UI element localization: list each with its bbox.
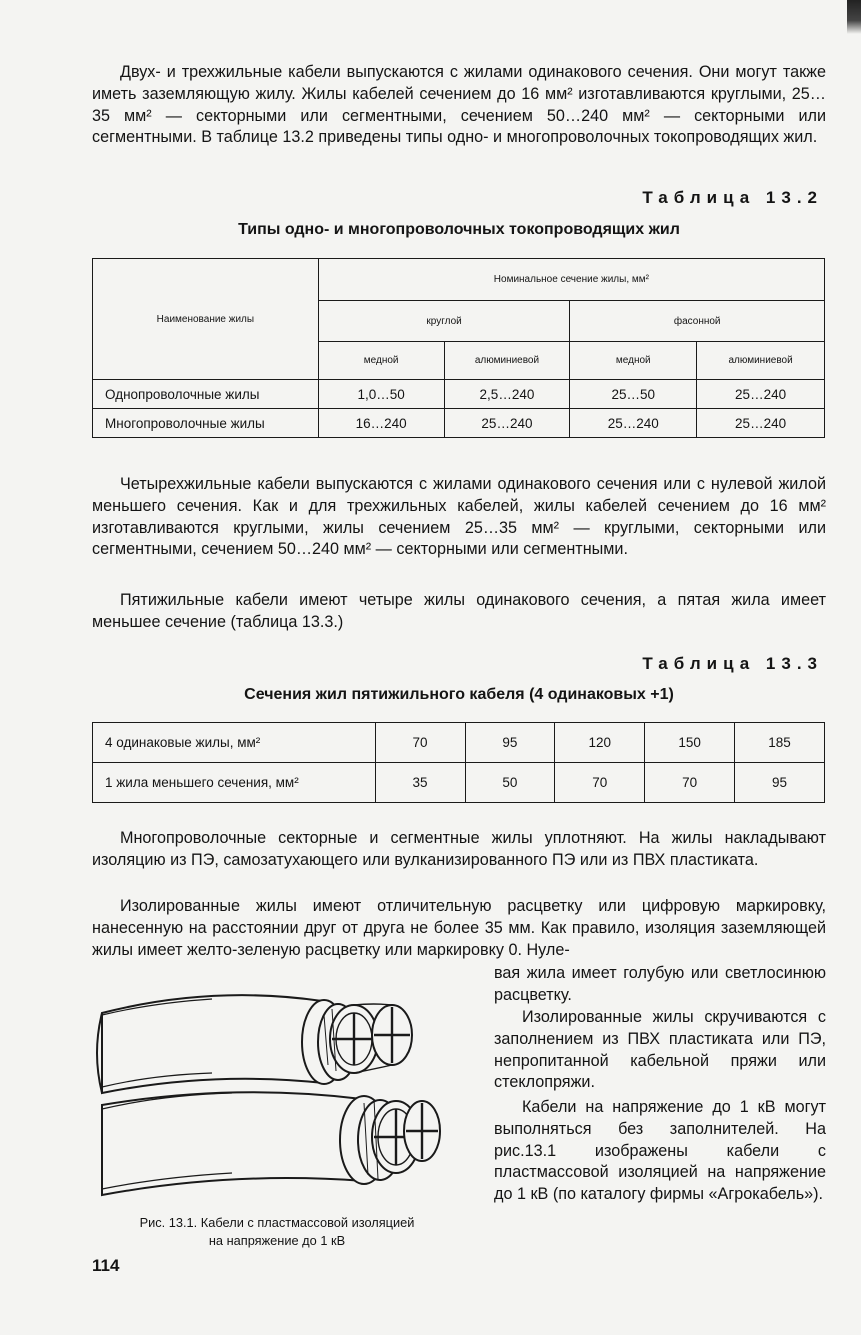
table-row xyxy=(93,723,825,763)
cable-illustration xyxy=(92,975,462,1210)
table-cell: 25…240 xyxy=(570,409,697,438)
table-cell: 25…240 xyxy=(444,409,570,438)
table-13-2-label: Таблица 13.2 xyxy=(642,188,823,207)
page-number: 114 xyxy=(92,1256,120,1275)
table-row xyxy=(93,380,825,409)
table-cell: 25…50 xyxy=(570,380,697,409)
table-cell: 120 xyxy=(555,723,645,763)
page-corner-shadow xyxy=(847,0,861,34)
table-cell: 2,5…240 xyxy=(444,380,570,409)
figure-caption-line-2: на напряжение до 1 кВ xyxy=(208,1233,346,1248)
table-13-2 xyxy=(92,258,825,438)
header-nominal-section: Номинальное сечение жилы, мм² xyxy=(318,259,824,301)
table-cell: 70 xyxy=(555,763,645,803)
header-core-name: Наименование жилы xyxy=(93,259,319,380)
paragraph-cables-1kv: Кабели на напряжение до 1 кВ могут выполняться без заполнителей. На рис.13.1 изображены кабели с пластмассовой изоляцией на напряжение до 1 кВ (по каталогу фирмы «Агрокабель»). xyxy=(494,1098,826,1204)
subheader-aluminum: алюминиевой xyxy=(697,342,825,380)
subheader-copper: медной xyxy=(318,342,444,380)
table-cell: 70 xyxy=(375,723,465,763)
header-shaped: фасонной xyxy=(570,301,825,342)
paragraph-four-core: Четырехжильные кабели выпускаются с жилами одинакового сечения или с нулевой жилой меньшего сечения. Как и для трехжильных кабелей, жилы кабелей сечением до 16 мм² изготавливаются круглыми, жилы сечением 25…35 мм² — круглыми, секторными или сегментными, сечением 50…240 мм² — секторными или сегментными. xyxy=(92,475,826,559)
table-cell: 95 xyxy=(735,763,825,803)
table-cell: 70 xyxy=(645,763,735,803)
table-cell: 25…240 xyxy=(697,409,825,438)
figure-caption-line-1: Рис. 13.1. Кабели с пластмассовой изоляцией xyxy=(139,1215,415,1230)
table-13-2-title: Типы одно- и многопроволочных токопроводящих жил xyxy=(238,221,680,238)
table-row xyxy=(93,409,825,438)
row-label: 1 жила меньшего сечения, мм² xyxy=(93,763,376,803)
table-cell: 50 xyxy=(465,763,555,803)
paragraph-stranded-cores: Многопроволочные секторные и сегментные жилы уплотняют. На жилы накладывают изоляцию из ПЭ, самозатухающего или вулканизированного ПЭ или из ПВХ пластиката. xyxy=(92,829,826,869)
header-round: круглой xyxy=(318,301,570,342)
subheader-copper: медной xyxy=(570,342,697,380)
table-13-3-label: Таблица 13.3 xyxy=(642,654,823,673)
table-cell: 16…240 xyxy=(318,409,444,438)
paragraph-insulated-cores: Изолированные жилы имеют отличительную расцветку или цифровую маркировку, нанесенную на расстоянии друг от друга не более 35 мм. Как правило, изоляция заземляющей жилы имеет желто-зеленую расцветку или маркировку 0. Нуле- xyxy=(92,897,826,959)
paragraph-five-core: Пятижильные кабели имеют четыре жилы одинакового сечения, а пятая жила имеет меньшее сечение (таблица 13.3.) xyxy=(92,591,826,631)
paragraph-twisted-cores: Изолированные жилы скручиваются с заполнением из ПВХ пластиката или ПЭ, непропитанной кабельной пряжи или стеклопряжи. xyxy=(494,1008,826,1092)
figure-caption xyxy=(92,1214,462,1250)
table-13-3-title: Сечения жил пятижильного кабеля (4 одинаковых +1) xyxy=(244,686,674,703)
row-label: Многопроволочные жилы xyxy=(93,409,319,438)
table-cell: 150 xyxy=(645,723,735,763)
paragraph-neutral-core-continued: вая жила имеет голубую или светлосинюю расцветку. xyxy=(494,964,826,1004)
row-label: Однопроволочные жилы xyxy=(93,380,319,409)
table-cell: 185 xyxy=(735,723,825,763)
table-13-3 xyxy=(92,722,825,803)
paragraph-two-three-core: Двух- и трехжильные кабели выпускаются с жилами одинакового сечения. Они могут также иметь заземляющую жилу. Жилы кабелей сечением до 16 мм² изготавливаются круглыми, 25…35 мм² — секторными или сегментными, сечением 50…240 мм² — секторными или сегментными. В таблице 13.2 приведены типы одно- и многопроволочных токопроводящих жил. xyxy=(92,63,826,147)
table-cell: 35 xyxy=(375,763,465,803)
row-label: 4 одинаковые жилы, мм² xyxy=(93,723,376,763)
table-cell: 1,0…50 xyxy=(318,380,444,409)
table-row xyxy=(93,763,825,803)
table-cell: 25…240 xyxy=(697,380,825,409)
subheader-aluminum: алюминиевой xyxy=(444,342,570,380)
table-cell: 95 xyxy=(465,723,555,763)
